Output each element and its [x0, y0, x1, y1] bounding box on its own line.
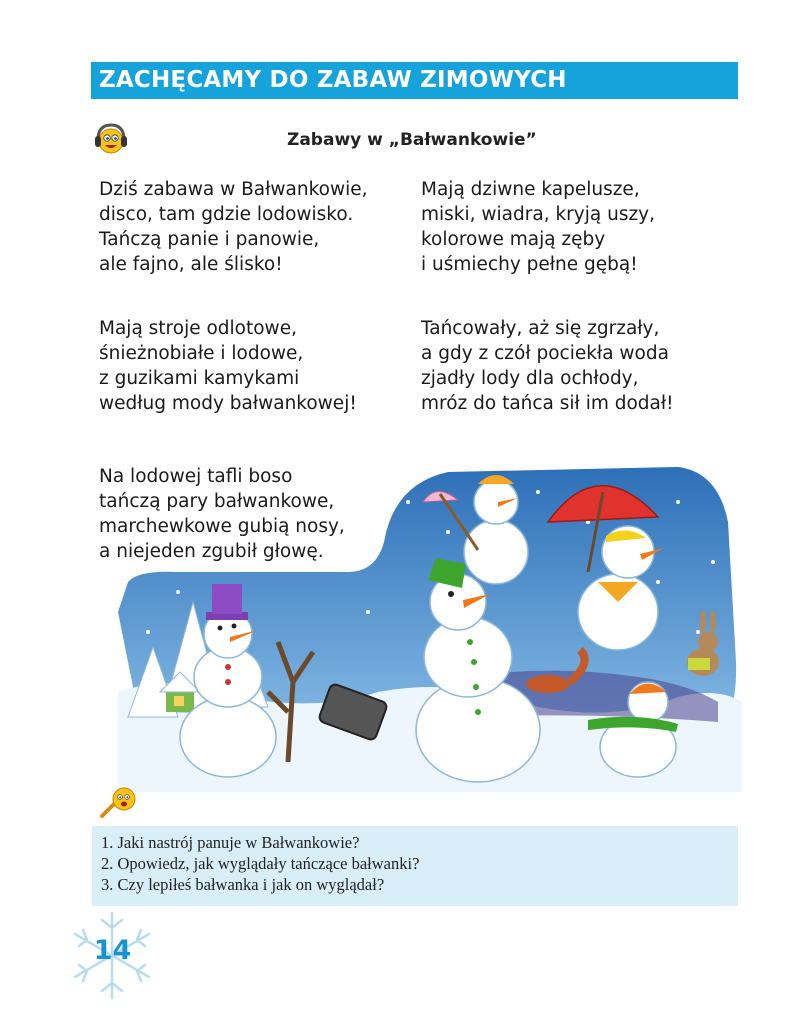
stanza-line: miski, wiadra, kryją uszy,: [421, 204, 655, 225]
stanza-line: z guzikami kamykami: [99, 368, 300, 389]
stanza-line: według mody bałwankowej!: [99, 393, 357, 414]
stanza-line: Tańczą panie i panowie,: [99, 229, 320, 250]
microphone-smiley-icon: [98, 786, 138, 820]
stanza-2: [421, 177, 655, 277]
stanza-line: marchewkowe gubią nosy,: [99, 516, 345, 537]
question-item: 2. Opowiedz, jak wyglądały tańczące bałwanki?: [101, 854, 420, 873]
page-number: 14: [93, 935, 132, 966]
questions-list: [101, 832, 419, 895]
poem-title: Zabawy w „Bałwankowie”: [287, 130, 537, 150]
stanza-line: a gdy z czół pociekła woda: [421, 343, 669, 364]
snowmen-dance-illustration: [118, 462, 742, 792]
stanza-4: [421, 316, 674, 416]
section-banner: [91, 62, 738, 99]
stanza-3: [99, 316, 357, 416]
section-title: ZACHĘCAMY DO ZABAW ZIMOWYCH: [99, 67, 567, 93]
stanza-1: [99, 177, 368, 277]
stanza-line: i uśmiechy pełne gębą!: [421, 254, 638, 275]
stanza-line: śnieżnobiałe i lodowe,: [99, 343, 304, 364]
stanza-line: ale fajno, ale ślisko!: [99, 254, 283, 275]
stanza-line: mróz do tańca sił im dodał!: [421, 393, 674, 414]
stanza-line: Mają stroje odlotowe,: [99, 318, 297, 339]
stanza-line: kolorowe mają zęby: [421, 229, 606, 250]
question-item: 3. Czy lepiłeś bałwanka i jak on wyglądał?: [101, 875, 385, 894]
stanza-line: tańczą pary bałwankowe,: [99, 491, 335, 512]
stanza-line: zjadły lody dla ochłody,: [421, 368, 639, 389]
stanza-line: disco, tam gdzie lodowisko.: [99, 204, 354, 225]
stanza-line: Tańcowały, aż się zgrzały,: [421, 318, 660, 339]
stanza-line: a niejeden zgubił głowę.: [99, 541, 324, 562]
stanza-line: Dziś zabawa w Bałwankowie,: [99, 179, 368, 200]
stanza-line: Mają dziwne kapelusze,: [421, 179, 640, 200]
stanza-line: Na lodowej tafli boso: [99, 466, 293, 487]
headphones-smiley-icon: [93, 121, 129, 157]
question-item: 1. Jaki nastrój panuje w Bałwankowie?: [101, 833, 360, 852]
